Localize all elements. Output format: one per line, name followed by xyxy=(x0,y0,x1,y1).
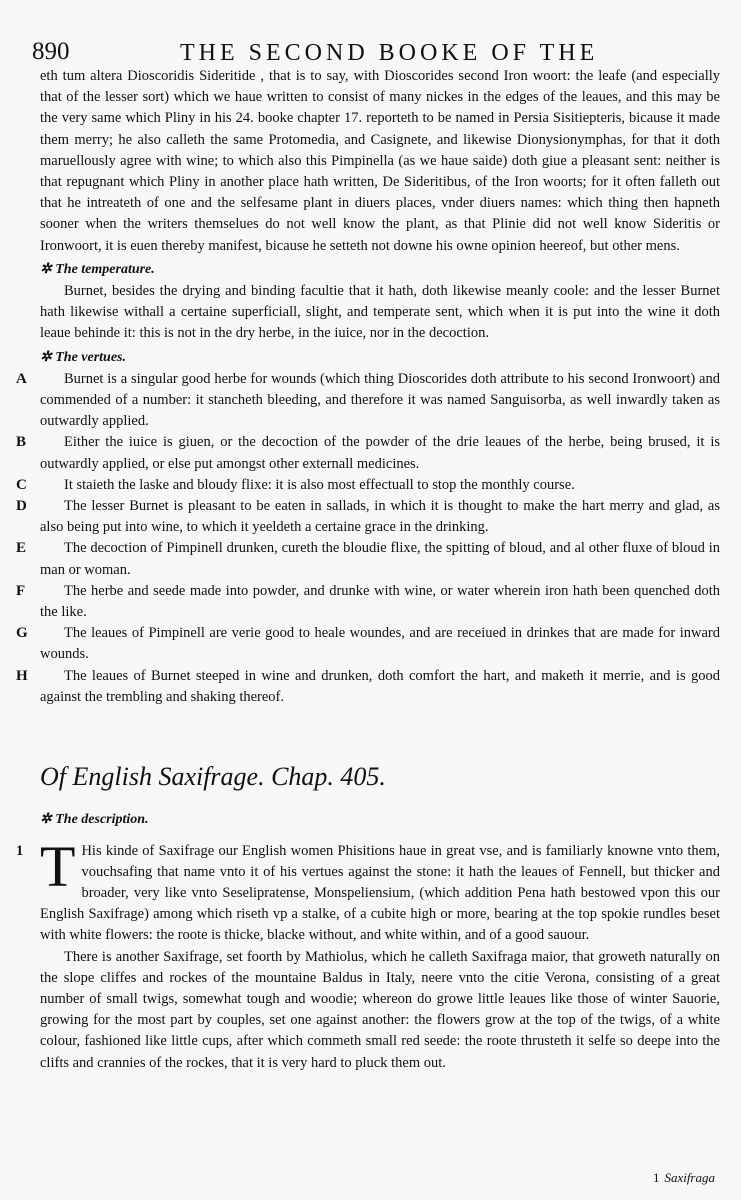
catchword xyxy=(653,1170,715,1186)
vertue-letter: H xyxy=(16,667,28,684)
vertue-text: The herbe and seede made into powder, and drunke with wine, or water wherein iron hath been quenched doth the like. xyxy=(40,582,720,621)
temperature-text: Burnet, besides the drying and binding facultie that it hath, doth likewise meanly coole: and the lesser Burnet hath likewise withall a certaine superficiall, slight, and temperate sent, which when it is put into the wine it doth leaue behinde it: this is not in the dry herbe, in the iuice, nor in the decoction. xyxy=(40,283,720,342)
vertue-letter: B xyxy=(16,434,27,451)
chapter-title: Of English Saxifrage. Chap. 405. xyxy=(40,762,386,792)
page-number: 890 xyxy=(32,38,70,65)
paragraph-number: 1 xyxy=(16,842,24,859)
catchword-text: Saxifraga xyxy=(664,1170,715,1185)
temperature-heading: ✲ The temperature. xyxy=(40,261,155,277)
description-heading: ✲ The description. xyxy=(40,812,149,828)
vertue-letter: E xyxy=(16,540,27,557)
drop-cap: T xyxy=(40,833,76,899)
vertue-text: The lesser Burnet is pleasant to be eaten in sallads, in which it is thought to make the hart merry and glad, as also being put into wine, to which it yeeldeth a certaine grace in the drinking. xyxy=(40,498,720,536)
intro-paragraph: eth tum altera Dioscoridis Sideritide , that is to say, with Dioscorides second Iron woort: the leafe (and especially that of the lesser sort) which we haue written to consist of many nickes in the edges of the leaues, and this may be the very same which Pliny in his 24. booke chapter 17. reporteth to be named in Persia Sisitiepteris, bicause it made them merry; he also calleth the same Protomedia, and Casignete, and likewise Dionysionymphas, for that it doth maruellously agree with wine; to which also this Pimpinella (as we haue saide) doth giue a pleasant sent: neither is that repugnant which Pliny in another place hath written, De Sideritibus, of the Iron woorts; for it often falleth out that he intreateth of one and the selfesame plant in diuers places, vnder diuers names: which thing then hapneth sooner when the writers themselues do not well know the plant, as that Plinie did not well know Sideritis or Ironwoort, it is euen thereby manifest, bicause he setteth not downe his owne opinion heereof, but other mens. xyxy=(40,68,720,254)
vertue-item xyxy=(16,581,720,623)
vertue-item xyxy=(16,623,720,665)
vertue-letter: D xyxy=(16,498,27,515)
description-paragraph-2: There is another Saxifrage, set foorth by Mathiolus, which he calleth Saxifraga maior, that groweth naturally on the slope cliffes and rockes of the mountaine Baldus in Italy, neere vnto the citie Verona, consisting of a great number of small twigs, somewhat tough and woodie; whereon do growe little leaues like those of winter Sauorie, growing for the most part by couples, set one against another: the flowers grow at the top of the twigs, of a white colour, fashioned like little cups, after which commeth small red seede: the roote thrusteth it selfe so deepe into the clifts and crannies of the rockes, that it is very hard to pluck them out. xyxy=(40,948,720,1071)
vertue-item xyxy=(16,432,720,474)
vertue-letter: C xyxy=(16,476,27,493)
catchword-number: 1 xyxy=(652,1170,660,1185)
vertue-letter: F xyxy=(16,582,26,599)
description-text: His kinde of Saxifrage our English women Phisitions haue in great vse, and is familiarly knowne vnto them, vouchsafing that name vnto it of his vertues against the stone: it hath the leaues of Fennell, but thicker and broader, very like vnto Seselipratense, Monspeliensium, (which addition Pena hath bestowed vpon this our English Saxifrage) among which riseth vp a stalke, of a cubite high or more, bearing at the top spokie rundles beset with white flowers: the roote is thicke, blacke without, and white within, and of a good sauour. xyxy=(40,842,720,944)
vertue-letter: A xyxy=(16,370,27,387)
vertue-text: It staieth the laske and bloudy flixe: it is also most effectuall to stop the monthly course. xyxy=(64,476,575,493)
vertue-text: The leaues of Pimpinell are verie good to heale woundes, and are receiued in drinkes that are made for inward wounds. xyxy=(40,625,720,663)
vertue-item xyxy=(16,538,720,580)
description-paragraph-1 xyxy=(16,833,720,947)
vertue-letter: G xyxy=(16,625,28,642)
vertue-text: The decoction of Pimpinell drunken, cureth the bloudie flixe, the spitting of bloud, and al other fluxe of bloud in man or woman. xyxy=(40,540,720,578)
vertue-item xyxy=(16,666,720,708)
body-text xyxy=(16,66,720,1074)
vertue-item xyxy=(16,496,720,538)
vertue-item xyxy=(16,475,720,496)
running-title: THE SECOND BOOKE OF THE xyxy=(180,40,599,66)
vertue-text: The leaues of Burnet steeped in wine and drunken, doth comfort the hart, and maketh it merrie, and is good against the trembling and shaking thereof. xyxy=(40,667,720,705)
vertues-heading: ✲ The vertues. xyxy=(40,349,126,365)
vertue-item xyxy=(16,369,720,433)
vertue-text: Burnet is a singular good herbe for wounds (which thing Dioscorides doth attribute to his second Ironwoort) and commended of a number: it stancheth bleeding, and therefore it was named Sanguisorba, as well inwardly taken as outwardly applied. xyxy=(40,370,720,430)
vertue-text: Either the iuice is giuen, or the decoction of the powder of the drie leaues of the herbe, being brused, it is outwardly applied, or else put amongst other externall medicines. xyxy=(40,434,720,472)
